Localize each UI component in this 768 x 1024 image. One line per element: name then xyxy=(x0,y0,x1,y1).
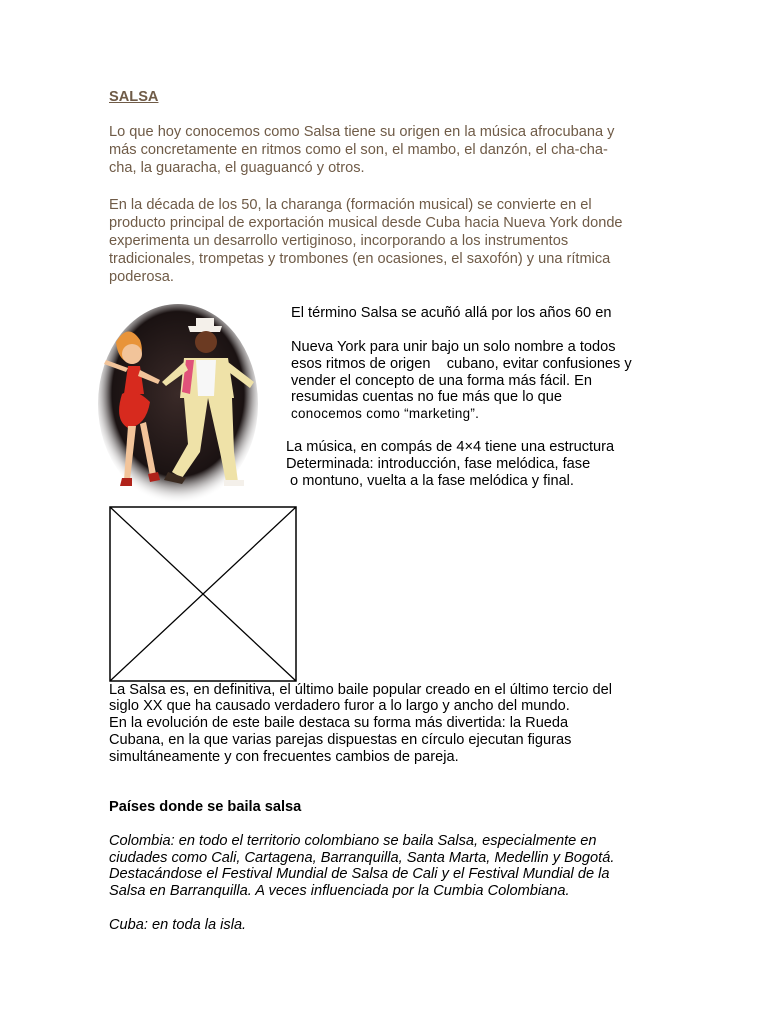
text-line: experimenta un desarrollo vertiginoso, incorporando a los instrumentos xyxy=(109,233,569,249)
text-line: tradicionales, trompetas y trombones (en ocasiones, el saxofón) y una rítmica xyxy=(109,251,611,267)
missing-image-placeholder xyxy=(109,506,297,682)
page-title: SALSA xyxy=(109,89,159,105)
text-line: ciudades como Cali, Cartagena, Barranquilla, Santa Marta, Medellin y Bogotá. xyxy=(109,850,615,866)
text-line: Salsa en Barranquilla. A veces influenciada por la Cumbia Colombiana. xyxy=(109,883,570,899)
text-line: resumidas cuentas no fue más que lo que xyxy=(291,389,562,405)
salsa-dancers-illustration xyxy=(88,302,268,506)
text-line: En la evolución de este baile destaca su forma más divertida: la Rueda xyxy=(109,715,569,731)
text-line: simultáneamente y con frecuentes cambios de pareja. xyxy=(109,749,459,765)
text-line: Lo que hoy conocemos como Salsa tiene su origen en la música afrocubana y xyxy=(109,124,615,140)
text-line: esos ritmos de origen cubano, evitar confusiones y xyxy=(291,356,632,372)
text-line: Nueva York para unir bajo un solo nombre a todos xyxy=(291,339,616,355)
text-line: La Salsa es, en definitiva, el último baile popular creado en el último tercio del xyxy=(109,682,612,698)
text-line: Determinada: introducción, fase melódica, fase xyxy=(286,456,591,472)
cuba-line: Cuba: en toda la isla. xyxy=(109,917,247,933)
text-line: poderosa. xyxy=(109,269,174,285)
text-line: siglo XX que ha causado verdadero furor a lo largo y ancho del mundo. xyxy=(109,698,570,714)
countries-heading: Países donde se baila salsa xyxy=(109,799,302,815)
text-line: Cubana, en la que varias parejas dispuestas en círculo ejecutan figuras xyxy=(109,732,572,748)
text-line: La música, en compás de 4×4 tiene una estructura xyxy=(286,439,615,455)
text-line: Destacándose el Festival Mundial de Salsa de Cali y el Festival Mundial de la xyxy=(109,866,610,882)
text-line: vender el concepto de una forma más fácil. En xyxy=(291,373,592,389)
text-line: En la década de los 50, la charanga (formación musical) se convierte en el xyxy=(109,197,592,213)
text-line: El término Salsa se acuñó allá por los años 60 en xyxy=(291,305,612,321)
text-line: conocemos como “marketing”. xyxy=(291,406,480,421)
text-line: más concretamente en ritmos como el son, el mambo, el danzón, el cha-cha- xyxy=(109,142,608,158)
text-line: Colombia: en todo el territorio colombiano se baila Salsa, especialmente en xyxy=(109,833,597,849)
text-line: o montuno, vuelta a la fase melódica y final. xyxy=(286,473,574,489)
text-line: cha, la guaracha, el guaguancó y otros. xyxy=(109,160,365,176)
text-line: producto principal de exportación musical desde Cuba hacia Nueva York donde xyxy=(109,215,623,231)
